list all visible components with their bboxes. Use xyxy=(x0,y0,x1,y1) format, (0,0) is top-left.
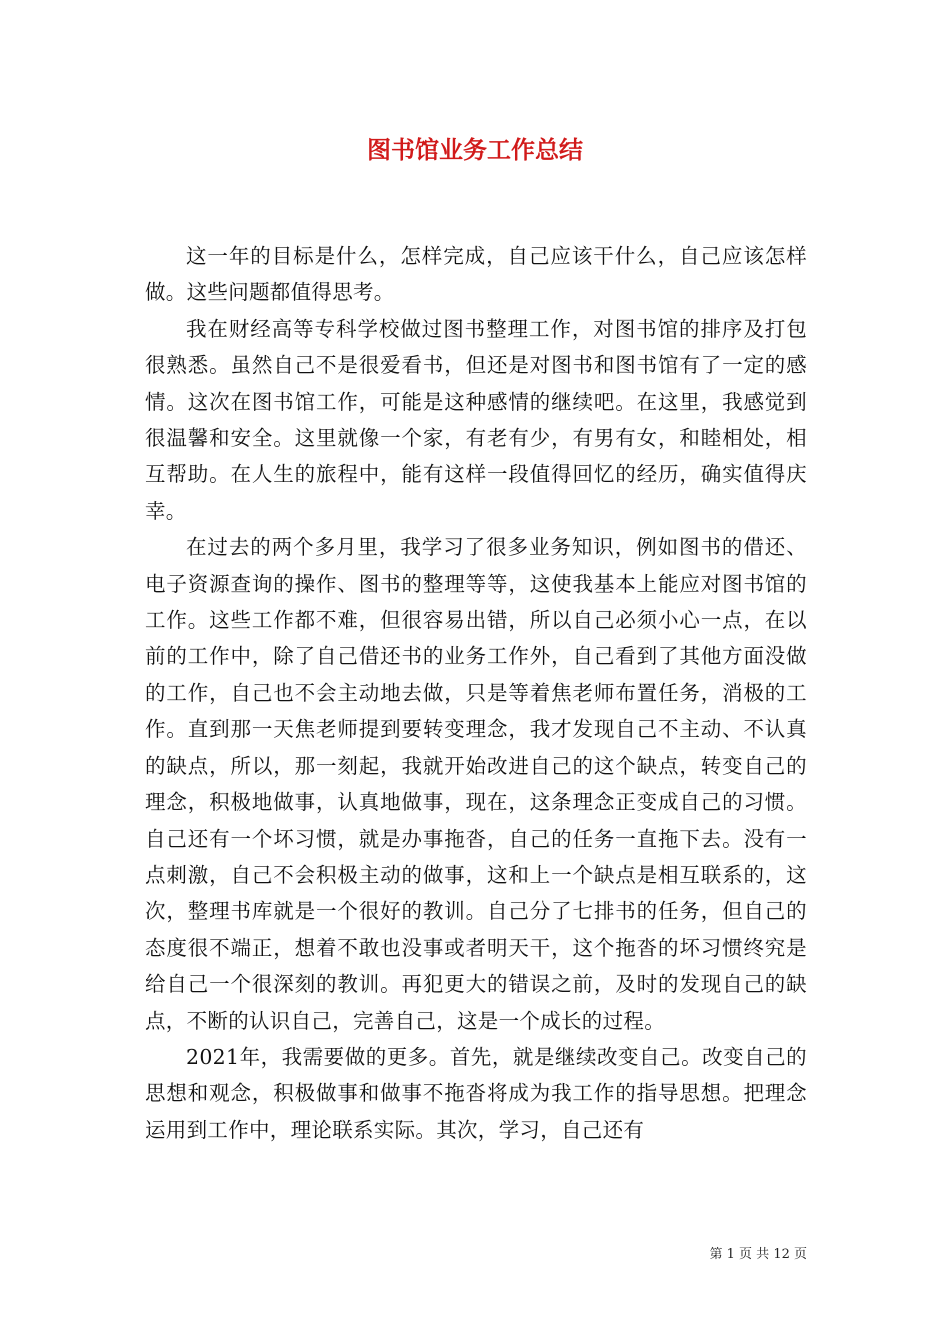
paragraph-2: 我在财经高等专科学校做过图书整理工作，对图书馆的排序及打包很熟悉。虽然自己不是很爱看书，但还是对图书和图书馆有了一定的感情。这次在图书馆工作，可能是这种感情的继续吧。在这里，我感觉到很温馨和安全。这里就像一个家，有老有少，有男有女，和睦相处，相互帮助。在人生的旅程中，能有这样一段值得回忆的经历，确实值得庆幸。 xyxy=(145,316,807,523)
paragraph-4: 2021年，我需要做的更多。首先，就是继续改变自己。改变自己的思想和观念，积极做事和做事不拖沓将成为我工作的指导思想。把理念运用到工作中，理论联系实际。其次，学习，自己还有 xyxy=(145,1044,807,1142)
document-body xyxy=(145,238,807,1148)
paragraph-3: 在过去的两个多月里，我学习了很多业务知识，例如图书的借还、电子资源查询的操作、图书的整理等等，这使我基本上能应对图书馆的工作。这些工作都不难，但很容易出错，所以自己必须小心一点，在以前的工作中，除了自己借还书的业务工作外，自己看到了其他方面没做的工作，自己也不会主动地去做，只是等着焦老师布置任务，消极的工作。直到那一天焦老师提到要转变理念，我才发现自己不主动、不认真的缺点，所以，那一刻起，我就开始改进自己的这个缺点，转变自己的理念，积极地做事，认真地做事，现在，这条理念正变成自己的习惯。自己还有一个坏习惯，就是办事拖沓，自己的任务一直拖下去。没有一点刺激，自己不会积极主动的做事，这和上一个缺点是相互联系的，这次，整理书库就是一个很好的教训。自己分了七排书的任务，但自己的态度很不端正，想着不敢也没事或者明天干，这个拖沓的坏习惯终究是给自己一个很深刻的教训。再犯更大的错误之前，及时的发现自己的缺点，不断的认识自己，完善自己，这是一个成长的过程。 xyxy=(145,535,807,1033)
page-number-footer: 第 1 页 共 12 页 xyxy=(709,1247,807,1262)
paragraph-1: 这一年的目标是什么，怎样完成，自己应该干什么，自己应该怎样做。这些问题都值得思考。 xyxy=(145,244,807,305)
document-title: 图书馆业务工作总结 xyxy=(367,135,583,164)
